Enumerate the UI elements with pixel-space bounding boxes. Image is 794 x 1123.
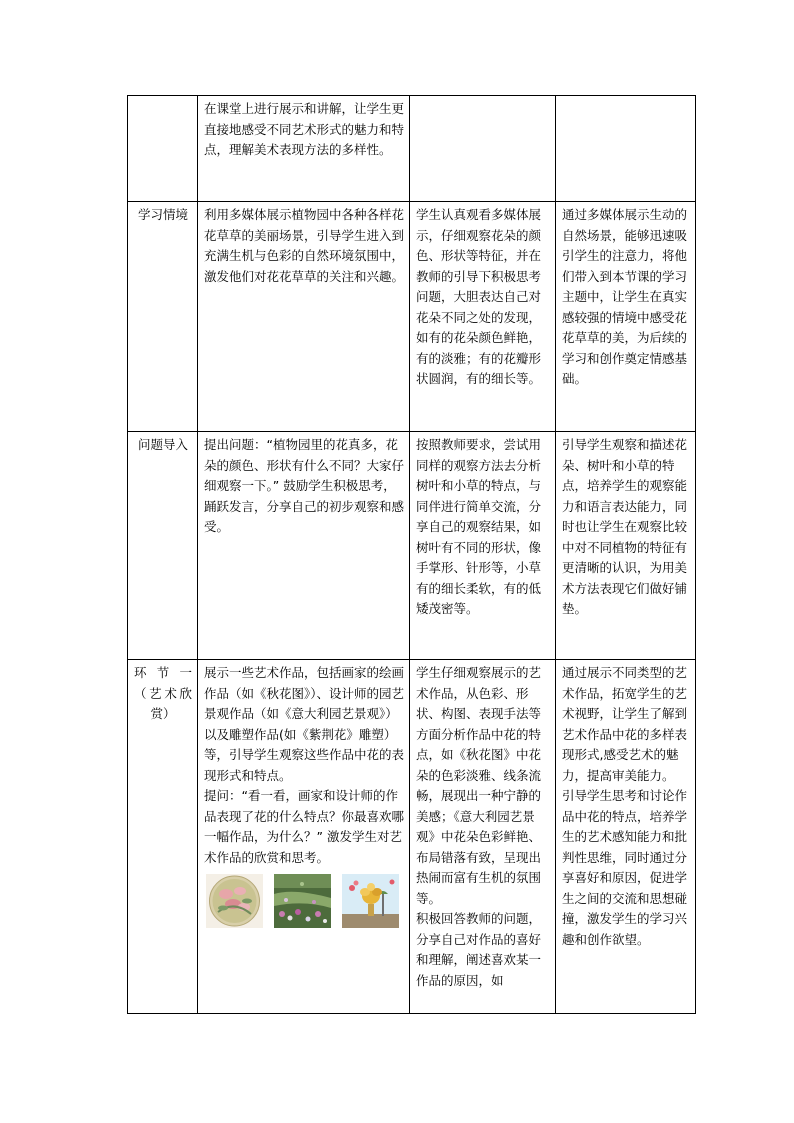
teacher-activity-text: 展示一些艺术作品，包括画家的绘画作品（如《秋花图》）、设计师的园艺景观作品（如《意大利园艺景观》）以及雕塑作品(如《紫荆花》雕塑）等，引导学生观察这些作品中花的表现形式和特点。 <box>204 665 405 783</box>
bauhinia-flower-sculpture-icon <box>342 874 399 928</box>
design-intent-text: 引导学生思考和讨论作品中花的特点，培养学生的艺术感知能力和批判性思维，同时通过分享喜好和原因，促进学生之间的交流和思想碰撞，激发学生的学习兴趣和创作欲望。 <box>562 788 688 947</box>
design-intent-cell <box>556 660 696 1014</box>
stage-cell: 问题导入 <box>128 432 198 660</box>
teacher-activity-cell <box>198 660 410 1014</box>
teacher-question-text: 提问：“看一看，画家和设计师的作品表现了花的什么特点？你最喜欢哪一幅作品，为什么？” 激发学生对艺术作品的欣赏和思考。 <box>204 788 405 865</box>
stage-cell <box>128 96 198 202</box>
student-answer-text: 积极回答教师的问题，分享自己对作品的喜好和理解，阐述喜欢某一作品的原因，如 <box>416 911 542 988</box>
student-activity-text: 学生仔细观察展示的艺术作品，从色彩、形状、构图、表现手法等方面分析作品中花的特点，如《秋花图》中花朵的色彩淡雅、线条流畅，展现出一种宁静的美感；《意大利园艺景观》中花朵色彩鲜艳、布局错落有致，呈现出热闹而富有生机的氛围等。 <box>416 665 542 906</box>
table-row <box>128 660 696 1014</box>
teacher-activity-text: 提出问题：“植物园里的花真多，花朵的颜色、形状有什么不同？大家仔细观察一下。” 鼓励学生积极思考，踊跃发言，分享自己的初步观察和感受。 <box>204 437 405 534</box>
stage-cell: 环节一（艺术欣赏） <box>128 660 198 1014</box>
stage-cell: 学习情境 <box>128 202 198 432</box>
table-row <box>128 432 696 660</box>
design-intent-cell: 通过多媒体展示生动的自然场景，能够迅速吸引学生的注意力，将他们带入到本节课的学习主题中，让学生在真实感较强的情境中感受花花草草的美，为后续的学习和创作奠定情感基础。 <box>556 202 696 432</box>
student-activity-cell: 学生认真观看多媒体展示，仔细观察花朵的颜色、形状等特征，并在教师的引导下积极思考问题，大胆表达自己对花朵不同之处的发现，如有的花朵颜色鲜艳，有的淡雅；有的花瓣形状圆润，有的细长等。 <box>410 202 556 432</box>
aerial-garden-landscape-icon <box>274 874 331 928</box>
table-row <box>128 96 696 202</box>
teacher-activity-text: 在课堂上进行展示和讲解，让学生更直接地感受不同艺术形式的魅力和特点，理解美术表现方法的多样性。 <box>204 101 405 157</box>
design-intent-text: 通过展示不同类型的艺术作品，拓宽学生的艺术视野，让学生了解到艺术作品中花的多样表现形式,感受艺术的魅力，提高审美能力。 <box>562 665 688 783</box>
student-activity-cell <box>410 660 556 1014</box>
student-activity-cell <box>410 96 556 202</box>
design-intent-cell: 引导学生观察和描述花朵、树叶和小草的特点，培养学生的观察能力和语言表达能力，同时也让学生在观察比较中对不同植物的特征有更清晰的认识，为用美术方法表现它们做好铺垫。 <box>556 432 696 660</box>
lesson-plan-table <box>127 95 696 1014</box>
teacher-activity-cell <box>198 432 410 660</box>
student-activity-cell: 按照教师要求，尝试用同样的观察方法去分析树叶和小草的特点，与同伴进行简单交流，分享自己的观察结果，如树叶有不同的形状，像手掌形、针形等，小草有的细长柔软，有的低矮茂密等。 <box>410 432 556 660</box>
teacher-activity-cell <box>198 202 410 432</box>
round-fan-painting-of-flowers-icon <box>206 874 263 928</box>
table-row <box>128 202 696 432</box>
design-intent-cell <box>556 96 696 202</box>
teacher-activity-cell <box>198 96 410 202</box>
artwork-thumbnails <box>204 874 404 928</box>
teacher-activity-text: 利用多媒体展示植物园中各种各样花花草草的美丽场景，引导学生进入到充满生机与色彩的自然环境氛围中，激发他们对花花草草的关注和兴趣。 <box>204 207 405 284</box>
